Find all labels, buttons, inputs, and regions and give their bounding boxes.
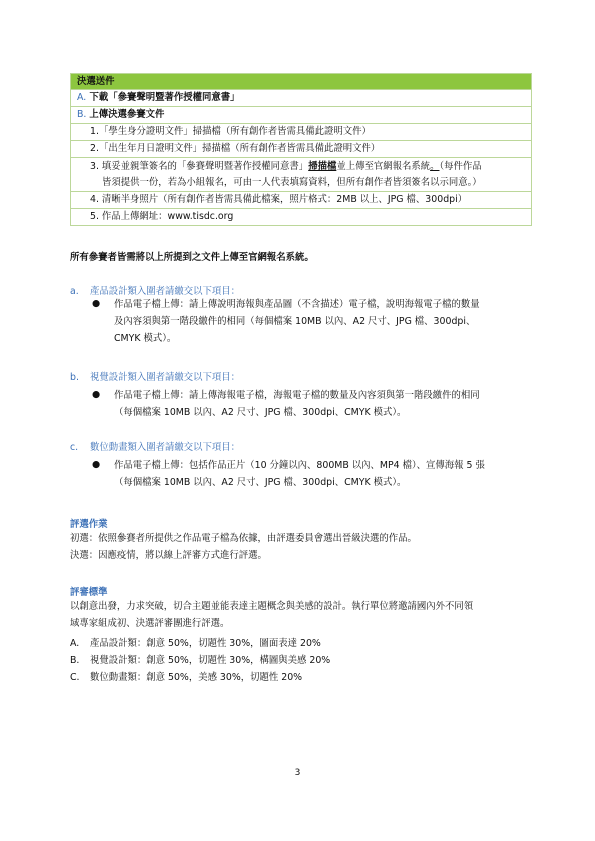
category-b-heading: 視覺設計類入圍者請繳交以下項目： xyxy=(90,372,241,383)
judging-body xyxy=(70,530,530,564)
criteria-item-b xyxy=(70,652,330,666)
table-header: 決選送件 xyxy=(71,74,531,89)
upload-note: 所有參賽者皆需將以上所提到之文件上傳至官網報名系統。 xyxy=(70,252,314,263)
sub-item-3-mid: 並上傳至官網報名系統 xyxy=(336,161,431,172)
category-a-heading: 產品設計類入圍者請繳交以下項目： xyxy=(90,286,241,297)
category-c-body xyxy=(114,457,524,491)
sub-item-1: 1.「學生身分證明文件」掃描檔（所有創作者皆需具備此證明文件） xyxy=(71,123,531,140)
judging-title: 評選作業 xyxy=(70,519,108,530)
criteria-item-c-letter: C. xyxy=(70,672,80,683)
bullet-icon: ● xyxy=(92,459,101,470)
sub-item-3 xyxy=(71,157,531,191)
criteria-title: 評審標準 xyxy=(70,587,108,598)
sub-item-2: 2.「出生年月日證明文件」掃描檔（所有創作者皆需具備此證明文件） xyxy=(71,140,531,157)
category-c-heading: 數位動畫類入圍者請繳交以下項目： xyxy=(90,442,241,453)
sub-item-3-emph: 掃描檔 xyxy=(308,161,337,172)
category-a-line-1: 作品電子檔上傳：請上傳說明海報與產品圖（不含描述）電子檔，說明海報電子檔的數量 xyxy=(114,299,480,310)
criteria-item-a-text: 產品設計類：創意 50%，切題性 30%，圖面表達 20% xyxy=(90,638,321,649)
sub-item-3-dot: 。 xyxy=(430,161,440,172)
category-b-body xyxy=(114,387,524,421)
category-a-line-2: 及內容須與第一階段繳件的相同（每個檔案 10MB 以內、A2 尺寸、JPG 檔、300dpi、 xyxy=(114,316,476,327)
criteria-item-b-text: 視覺設計類：創意 50%，切題性 30%，構圖與美感 20% xyxy=(90,655,331,666)
category-a-letter: a. xyxy=(70,286,79,297)
category-c-letter: c. xyxy=(70,442,79,453)
sub-item-3-suffix: （每件作品 xyxy=(439,161,482,172)
sub-item-3-line2: 皆須提供一份，若為小組報名，可由一人代表填寫資料，但所有創作者皆須簽名以示同意。） xyxy=(102,176,482,188)
sub-item-4: 4. 清晰半身照片（所有創作者皆需具備此檔案，照片格式：2MB 以上、JPG 檔、300dpi） xyxy=(71,191,531,208)
category-c-title xyxy=(70,442,240,453)
category-c-line-1: 作品電子檔上傳：包括作品正片（10 分鐘以內、800MB 以內、MP4 檔）、宣傳海報 5 張 xyxy=(114,460,485,471)
item-a-text: 下載「參賽聲明暨著作授權同意書」 xyxy=(89,92,240,103)
bullet-icon: ● xyxy=(92,298,101,309)
criteria-item-a xyxy=(70,635,321,649)
judging-line-1: 初選：依照參賽者所提供之作品電子檔為依據，由評選委員會選出晉級決選的作品。 xyxy=(70,533,417,544)
category-b-line-1: 作品電子檔上傳：請上傳海報電子檔，海報電子檔的數量及內容須與第一階段繳件的相同 xyxy=(114,390,480,401)
criteria-intro xyxy=(70,598,530,632)
item-b-text: 上傳決選參賽文件 xyxy=(89,109,165,120)
category-c xyxy=(70,439,240,453)
criteria-item-c xyxy=(70,669,302,683)
item-b-row xyxy=(71,106,531,123)
category-b-letter: b. xyxy=(70,372,79,383)
category-b xyxy=(70,369,240,383)
category-b-title xyxy=(70,372,240,383)
sub-item-5: 5. 作品上傳網址：www.tisdc.org xyxy=(71,208,531,225)
criteria-item-c-text: 數位動畫類：創意 50%，美感 30%，切題性 20% xyxy=(90,672,303,683)
category-a-body xyxy=(114,296,524,347)
criteria-item-a-letter: A. xyxy=(70,638,80,649)
category-a-line-3: CMYK 模式）。 xyxy=(114,333,177,344)
category-a xyxy=(70,283,240,297)
category-c-line-2: （每個檔案 10MB 以內、A2 尺寸、JPG 檔、300dpi、CMYK 模式）。 xyxy=(114,477,407,488)
criteria-intro-line-2: 域專家組成初、決選評審團進行評選。 xyxy=(70,618,230,629)
criteria-item-b-letter: B. xyxy=(70,655,80,666)
item-a-letter: A. xyxy=(77,92,87,103)
item-a-row xyxy=(71,89,531,106)
bullet-icon: ● xyxy=(92,389,101,400)
page-number: 3 xyxy=(294,768,301,778)
category-b-line-2: （每個檔案 10MB 以內、A2 尺寸、JPG 檔、300dpi、CMYK 模式）。 xyxy=(114,407,407,418)
item-b-letter: B. xyxy=(77,109,87,120)
judging-line-2: 決選：因應疫情，將以線上評審方式進行評選。 xyxy=(70,550,267,561)
criteria-intro-line-1: 以創意出發，力求突破，切合主題並能表達主題概念與美感的設計。執行單位將邀請國內外不同領 xyxy=(70,601,474,612)
sub-item-3-prefix: 3. 填妥並親筆簽名的「參賽聲明暨著作授權同意書」 xyxy=(90,161,309,172)
final-selection-table xyxy=(70,73,532,226)
